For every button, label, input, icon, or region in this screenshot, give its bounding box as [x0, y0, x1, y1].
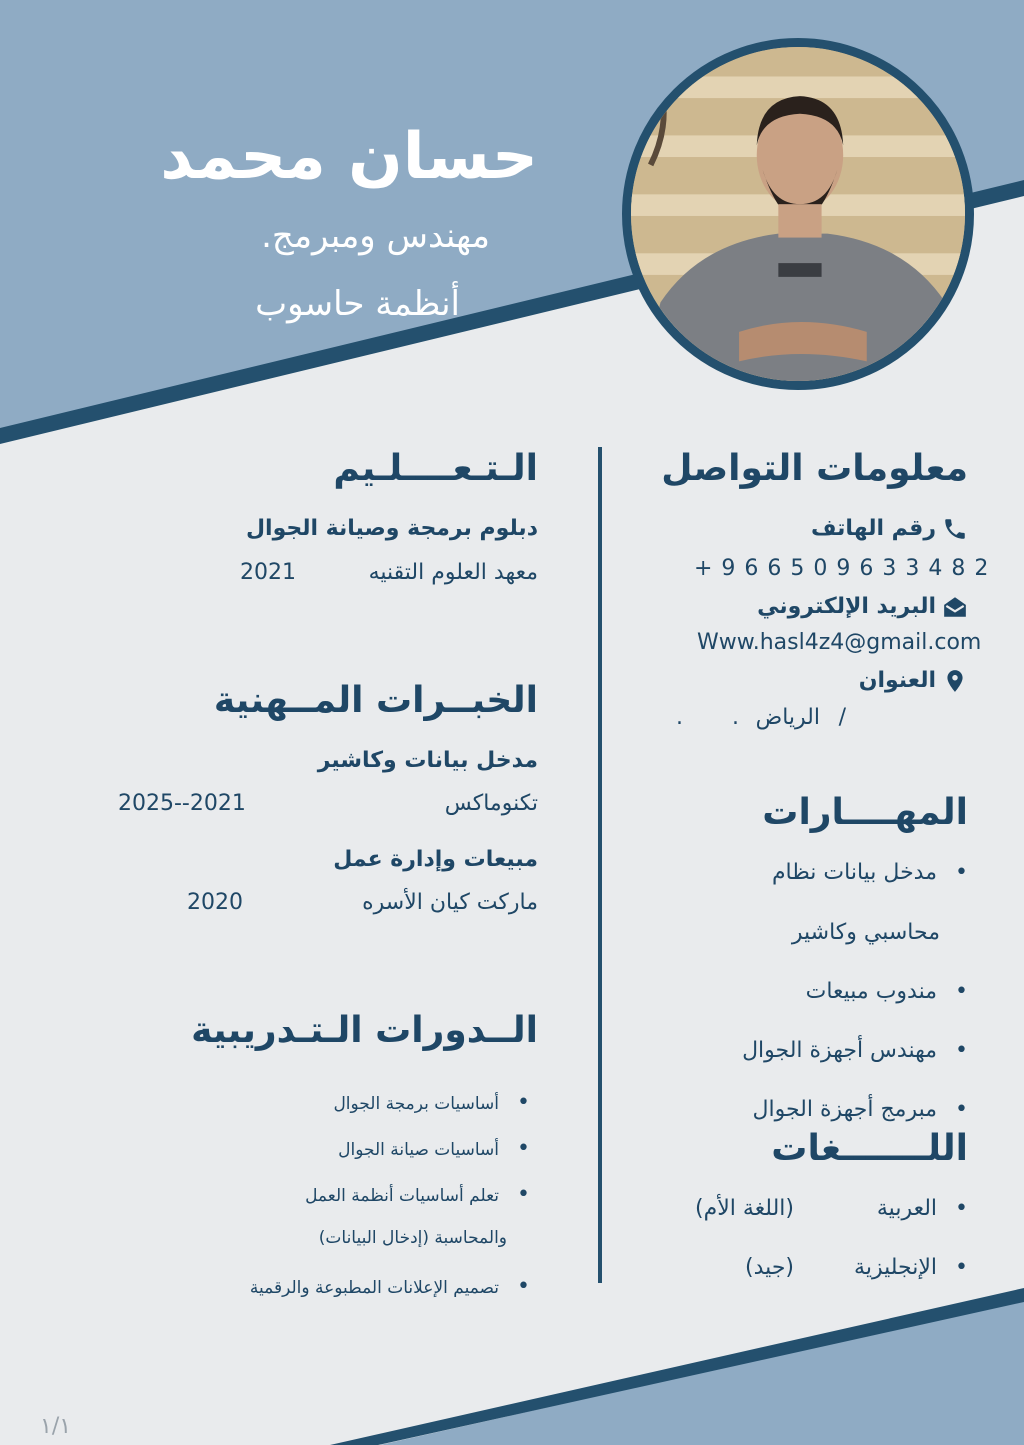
phone-label-row: [811, 516, 968, 542]
education-degree: دبلوم برمجة وصيانة الجوال: [245, 516, 538, 541]
phone-icon: [942, 516, 968, 542]
course-item: • أساسيات برمجة الجوال: [333, 1090, 530, 1115]
email-label-row: [757, 594, 968, 620]
experience-heading: الخبــرات المــهنية: [213, 680, 538, 721]
courses-heading: الــدورات الـتـدريبية: [191, 1010, 538, 1051]
email-value[interactable]: Www.hasl4z4@gmail.com: [697, 630, 982, 655]
experience-period-1: 2025--2021: [118, 791, 246, 816]
phone-label: رقم الهاتف: [810, 516, 936, 541]
language-level: (جيد): [745, 1255, 794, 1280]
envelope-icon: [942, 594, 968, 620]
language-name: • العربية: [877, 1196, 968, 1221]
experience-period-2: 2020: [187, 890, 243, 915]
phone-value: + 9 6 6 5 0 9 6 3 3 4 8 2: [694, 556, 990, 581]
skills-heading: المهــــارات: [762, 792, 968, 833]
skill-item: • مندوب مبيعات: [806, 979, 968, 1004]
skill-item: • مبرمج أجهزة الجوال: [752, 1097, 968, 1122]
job-title-line2: أنظمة حاسوب: [255, 284, 460, 324]
course-item: • تعلم أساسيات أنظمة العمل: [305, 1182, 530, 1207]
skill-item: • مهندس أجهزة الجوال: [742, 1038, 968, 1063]
job-title: مهندس ومبرمج.: [261, 216, 490, 256]
experience-company-1: تكنوماكس: [444, 791, 538, 816]
experience-role-1: مدخل بيانات وكاشير: [317, 748, 538, 773]
course-item: • تصميم الإعلانات المطبوعة والرقمية: [250, 1274, 530, 1299]
person-name: حسان محمد: [160, 120, 538, 194]
skill-item-continued: محاسبي وكاشير: [791, 920, 940, 945]
education-year: 2021: [240, 560, 296, 585]
address-details: . .: [676, 705, 739, 730]
column-divider: [598, 447, 602, 1283]
address-label: العنوان: [858, 668, 936, 693]
location-pin-icon: [942, 668, 968, 694]
address-city: الرياض: [755, 705, 820, 730]
page-number: ١/١: [40, 1414, 72, 1439]
education-heading: الـتـعــــلـيم: [333, 448, 538, 489]
course-item: • أساسيات صيانة الجوال: [338, 1136, 530, 1161]
contact-heading: معلومات التواصل: [661, 448, 968, 489]
experience-company-2: ماركت كيان الأسره: [362, 890, 538, 915]
profile-photo: [622, 38, 974, 390]
language-level: (اللغة الأم): [695, 1196, 794, 1221]
course-item-continued: والمحاسبة (إدخال البيانات): [318, 1228, 507, 1248]
languages-heading: اللـــــــغات: [771, 1128, 968, 1169]
education-institute: معهد العلوم التقنيه: [368, 560, 538, 585]
skill-item: • مدخل بيانات نظام: [772, 860, 968, 885]
address-label-row: [859, 668, 968, 694]
language-name: • الإنجليزية: [854, 1255, 968, 1280]
person-photo-illustration: [631, 47, 965, 381]
experience-role-2: مبيعات وإدارة عمل: [333, 847, 538, 872]
address-separator: /: [838, 705, 846, 730]
email-label: البريد الإلكتروني: [757, 594, 936, 619]
